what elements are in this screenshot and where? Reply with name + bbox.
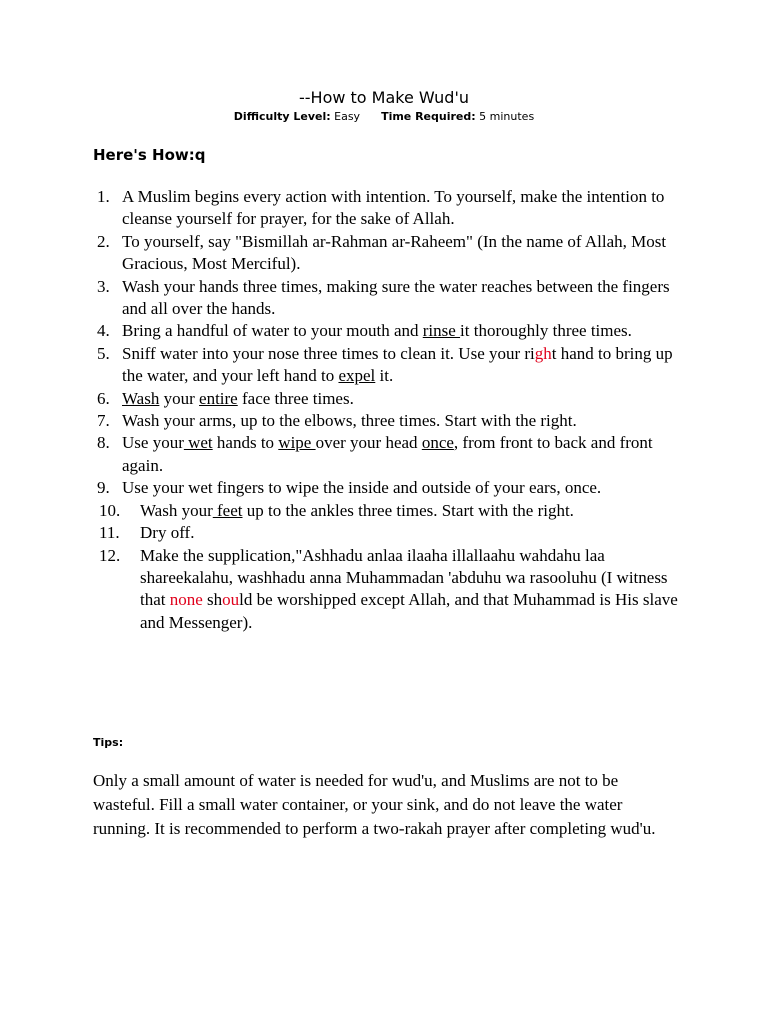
step-text: Wash your hands three times, making sure the water reaches between the fingers and all over the hands.: [122, 276, 670, 319]
step-text: Use your wet fingers to wipe the inside and outside of your ears, once.: [122, 478, 602, 498]
highlighted-text: none: [169, 590, 203, 610]
step-number: 3.: [97, 276, 110, 296]
step-text: t hand to bring up the water, and your left hand to: [122, 343, 673, 386]
step-item: [93, 432, 693, 477]
step-text: Bring a handful of water to your mouth and: [122, 321, 423, 341]
step-item: [93, 343, 693, 388]
underlined-text: wet: [183, 433, 213, 453]
step-text: be worshipped except Allah, and that Muhammad is His slave and Messenger).: [140, 590, 678, 632]
step-item: [93, 410, 693, 432]
step-number: 5.: [97, 343, 110, 363]
step-item: [93, 545, 693, 635]
step-item: [93, 320, 693, 342]
step-text: Use your: [122, 433, 184, 453]
step-number: 10.: [99, 500, 121, 520]
step-text: Make the supplication,"Ashhadu anlaa ilaaha illallaahu wahdahu laa shareekalahu, washhadu anna Muhammadan 'abduhu wa rasooluhu (I witness that: [140, 545, 668, 610]
step-item: [93, 477, 693, 499]
step-text: , from front to back and front again.: [122, 433, 653, 475]
step-text: A Muslim begins every action with intention. To yourself, make the intention to cleanse yourself for prayer, for the sake of Allah.: [122, 187, 665, 229]
step-number: 2.: [97, 231, 110, 251]
tips-label: Tips:: [93, 736, 124, 749]
time-label: Time Required:: [381, 110, 476, 123]
step-number: 7.: [97, 411, 110, 431]
step-item: [93, 388, 693, 410]
step-text: l: [239, 590, 244, 610]
step-text: To yourself, say "Bismillah ar-Rahman ar-Raheem" (In the name of Allah, Most Gracious, Most Merciful).: [122, 231, 667, 274]
step-text: Dry off.: [140, 523, 195, 543]
step-text: d: [243, 590, 253, 610]
step-number: 12.: [99, 545, 121, 565]
underlined-text: rinse: [422, 321, 461, 341]
step-text: it thoroughly three times.: [460, 321, 632, 341]
underlined-text: wipe: [278, 433, 316, 453]
steps-list: [93, 186, 693, 634]
highlighted-text: ou: [222, 590, 240, 610]
step-number: 6.: [97, 388, 110, 408]
step-item: [93, 186, 693, 231]
step-item: [93, 500, 693, 522]
difficulty-label: Difficulty Level:: [233, 110, 331, 123]
step-item: [93, 231, 693, 276]
step-number: 4.: [97, 321, 110, 341]
step-item: [93, 276, 693, 321]
step-text: over your head: [315, 433, 422, 453]
page-title: --How to Make Wud'u: [298, 88, 469, 107]
step-text: your: [159, 388, 200, 408]
highlighted-text: gh: [534, 343, 552, 363]
step-text: up to the ankles three times. Start with the right.: [242, 500, 574, 520]
step-text: face three times.: [237, 388, 354, 408]
tips-text: Only a small amount of water is needed for wud'u, and Muslims are not to be wasteful. Fill a small water container, or your sink, and do not leave the water running. It is recommended to perform a two-rakah prayer after completing wud'u.: [93, 771, 656, 838]
underlined-text: expel: [338, 366, 376, 386]
step-item: [93, 522, 693, 544]
underlined-text: Wash: [122, 388, 160, 408]
step-text: Sniff water into your nose three times to clean it. Use your ri: [122, 343, 535, 363]
time-value: 5 minutes: [479, 110, 535, 123]
step-number: 1.: [97, 187, 110, 206]
step-text: sh: [202, 590, 223, 610]
underlined-text: feet: [212, 500, 243, 520]
section-heading: Here's How:q: [93, 146, 206, 164]
step-text: it.: [375, 366, 394, 386]
step-number: 8.: [97, 433, 110, 453]
step-text: Wash your: [140, 500, 213, 520]
step-text: hands to: [212, 433, 279, 453]
difficulty-value: Easy: [334, 110, 361, 123]
step-number: 9.: [97, 478, 110, 498]
step-number: 11.: [99, 523, 120, 543]
step-text: Wash your arms, up to the elbows, three times. Start with the right.: [122, 411, 577, 431]
meta-line: [0, 110, 768, 123]
underlined-text: once: [421, 433, 454, 453]
underlined-text: entire: [199, 388, 238, 408]
